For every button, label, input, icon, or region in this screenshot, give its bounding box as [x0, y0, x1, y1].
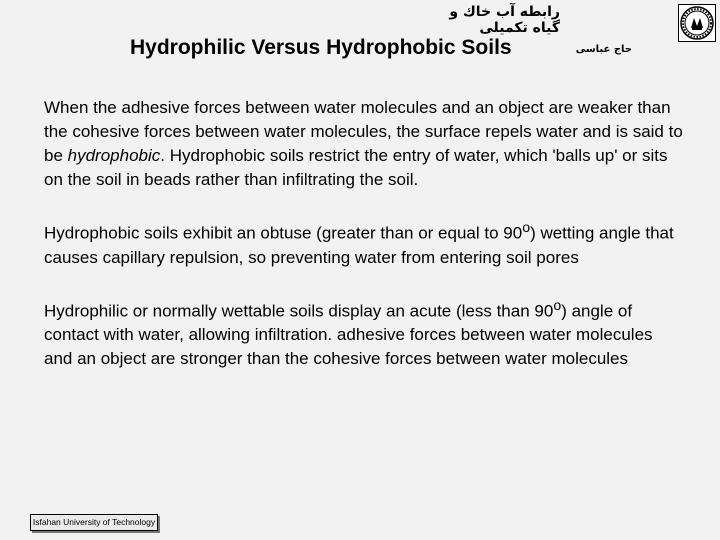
body-text	[44, 96, 684, 395]
persian-title-line2: گیاه تکمیلی	[479, 20, 560, 36]
paragraph-2	[44, 216, 684, 270]
p1-text-end: . Hydrophobic soils restrict the entry of water, which 'balls up' or sits on the soil in beads rather than infiltrating the soil.	[44, 146, 668, 189]
footer-university-label: Isfahan University of Technology	[30, 514, 158, 531]
p3-text-end: ) angle of contact with water, allowing infiltration. adhesive forces between water molecules and an object are stronger than the cohesive forces between water molecules	[44, 301, 653, 369]
persian-title-line1: رابطه آب خاك و	[449, 4, 560, 20]
persian-course-title	[449, 4, 560, 36]
p1-italic: hydrophobic	[67, 146, 161, 165]
p2-text-end: ) wetting angle that causes capillary repulsion, so preventing water from entering soil pores	[44, 223, 674, 267]
paragraph-1	[44, 96, 684, 192]
p3-degree-sup: o	[553, 297, 562, 314]
persian-author: حاج عباسی	[575, 44, 632, 55]
p2-text: Hydrophobic soils exhibit an obtuse (greater than or equal to 90	[44, 223, 523, 243]
paragraph-3	[44, 294, 684, 372]
p1-text: When the adhesive forces between water molecules and an object are weaker than the cohesive forces between water molecules, the surface repels water and is said to be	[44, 98, 683, 165]
university-seal-icon	[678, 4, 716, 42]
p2-degree-sup: o	[522, 220, 531, 236]
slide-title: Hydrophilic Versus Hydrophobic Soils	[130, 36, 512, 59]
p3-text: Hydrophilic or normally wettable soils display an acute (less than 90	[44, 301, 554, 321]
